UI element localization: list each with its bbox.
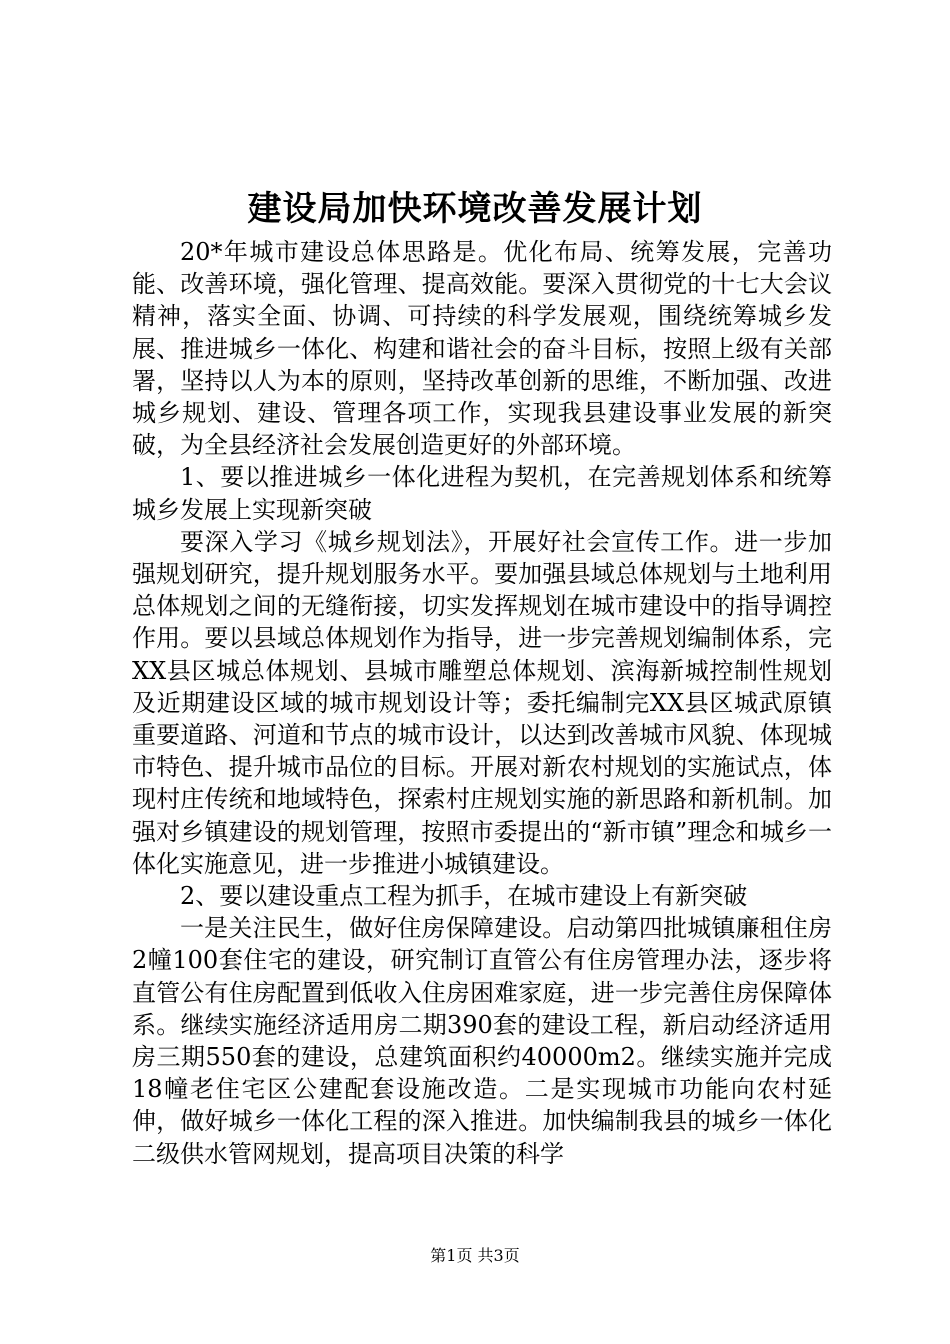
section-heading-2: 2、要以建设重点工程为抓手，在城市建设上有新突破 [180,882,748,911]
paragraph-intro: 20*年城市建设总体思路是。优化布局、统筹发展，完善功能、改善环境，强化管理、提高效能。要深入贯彻党的十七大会议精神，落实全面、协调、可持续的科学发展观，围绕统筹城乡发展、推进城乡一体化、构建和谐社会的奋斗目标，按照上级有关部署，坚持以人为本的原则，坚持改革创新的思维，不断加强、改进城乡规划、建设、管理各项工作，实现我县建设事业发展的新突破，为全县经济社会发展创造更好的外部环境。 [132,238,832,460]
paragraph-section-2: 一是关注民生，做好住房保障建设。启动第四批城镇廉租住房2幢100套住宅的建设，研究制订直管公有住房管理办法，逐步将直管公有住房配置到低收入住房困难家庭，进一步完善住房保障体系。继续实施经济适用房二期390套的建设工程，新启动经济适用房三期550套的建设，总建筑面积约40000m2。继续实施并完成18幢老住宅区公建配套设施改造。二是实现城市功能向农村延伸，做好城乡一体化工程的深入推进。加快编制我县的城乡一体化二级供水管网规划，提高项目决策的科学 [132,914,832,1168]
page-footer: 第1页 共3页 [430,1246,520,1265]
paragraph-section-1: 要深入学习《城乡规划法》，开展好社会宣传工作。进一步加强规划研究，提升规划服务水平。要加强县域总体规划与土地利用总体规划之间的无缝衔接，切实发挥规划在城市建设中的指导调控作用。要以县域总体规划作为指导，进一步完善规划编制体系，完XX县区城总体规划、县城市雕塑总体规划、滨海新城控制性规划及近期建设区域的城市规划设计等；委托编制完XX县区城武原镇重要道路、河道和节点的城市设计，以达到改善城市风貌、体现城市特色、提升城市品位的目标。开展对新农村规划的实施试点，体现村庄传统和地域特色，探索村庄规划实施的新思路和新机制。加强对乡镇建设的规划管理，按照市委提出的“新市镇”理念和城乡一体化实施意见，进一步推进小城镇建设。 [132,527,832,878]
section-heading-1: 1、要以推进城乡一体化进程为契机，在完善规划体系和统筹城乡发展上实现新突破 [132,463,832,524]
document-title: 建设局加快环境改善发展计划 [247,189,703,229]
document-body [132,236,832,1170]
